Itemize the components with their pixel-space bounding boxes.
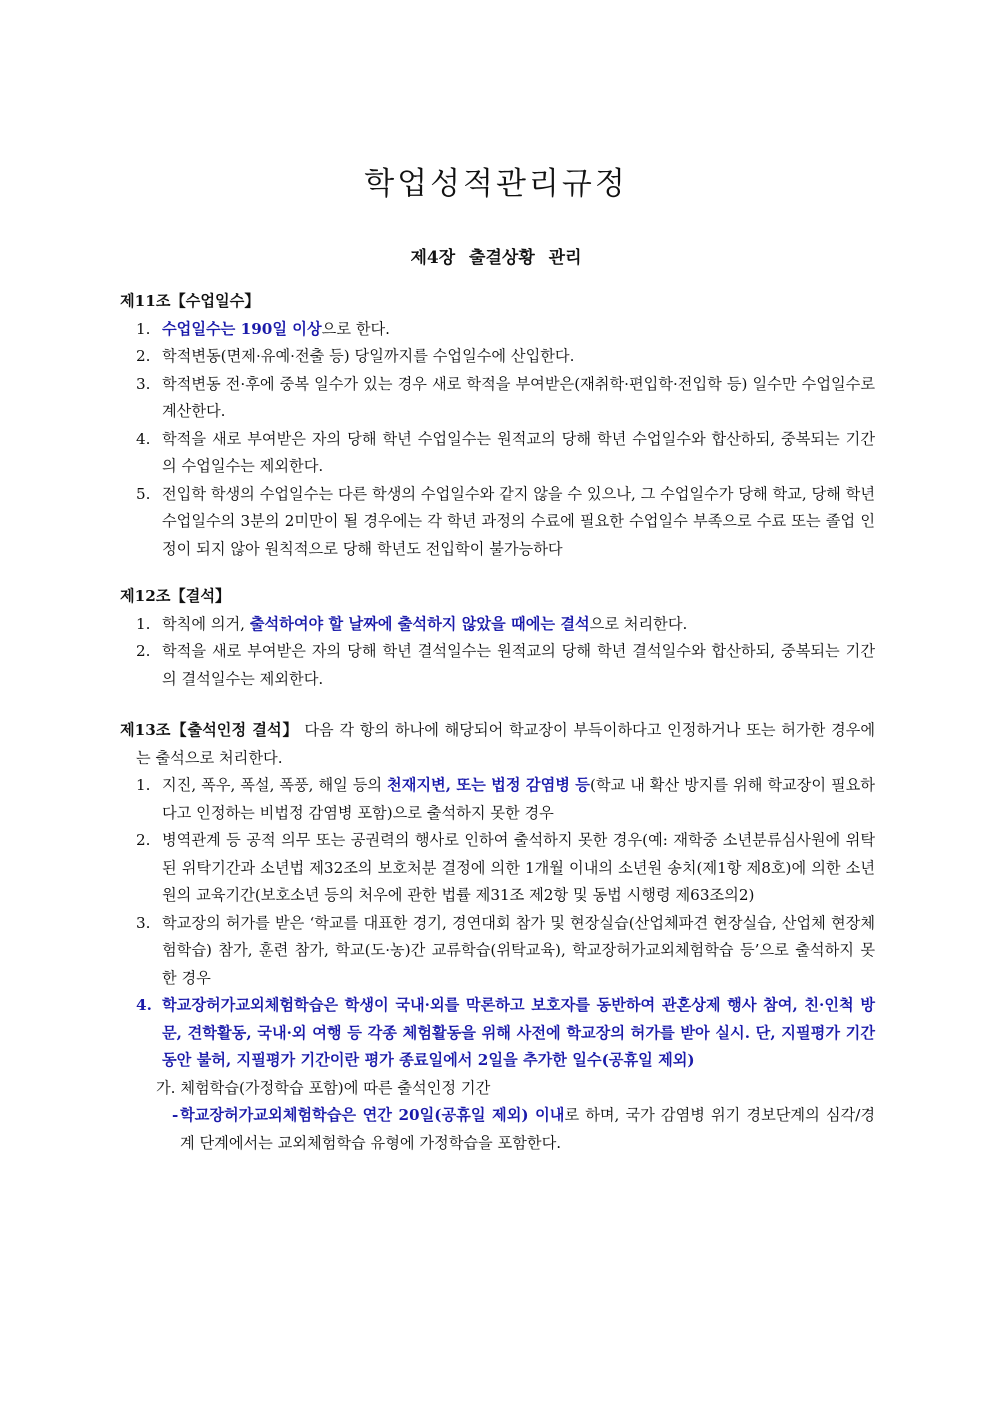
- list-item: [120, 481, 875, 564]
- article-intro: 다음 각 항의 하나에 해당되어 학교장이 부득이하다고 인정하거나 또는 허가한 경우에는 출석으로 처리한다.: [136, 721, 875, 767]
- item-number: 2.: [136, 642, 151, 660]
- item-text: 으로 한다.: [321, 319, 390, 338]
- item-text: 학적을 새로 부여받은 자의 당해 학년 수업일수는 원적교의 당해 학년 수업일수와 합산하되, 중복되는 기간의 수업일수는 제외한다.: [162, 429, 875, 475]
- highlighted-text: 학교장허가교외체험학습은 학생이 국내·외를 막론하고 보호자를 동반하여 관혼상제 행사 참여, 친·인척 방문, 견학활동, 국내·외 여행 등 각종 체험활동을 위해 사전에 학교장의 허가를 받아 실시. 단, 지필평가 기간 동안 불허, 지필평가 기간이란 평가 종료일에서 2일을 추가한 일수(공휴일 제외): [162, 996, 875, 1069]
- item-text: 로 하며, 국가 감염병 위기 경보단계의 심각/경계 단계에서는 교외체험학습 유형에 가정학습을 포함한다.: [180, 1106, 875, 1152]
- item-number: 1.: [136, 614, 151, 633]
- sub-item-detail: [120, 1102, 875, 1157]
- document-body: [120, 288, 875, 1157]
- list-item: [120, 343, 875, 371]
- highlighted-text: 수업일수는 190일 이상: [162, 319, 322, 338]
- item-text: 병역관계 등 공적 의무 또는 공권력의 행사로 인하여 출석하지 못한 경우(예: 재학중 소년분류심사원에 위탁된 위탁기간과 소년법 제32조의 보호처분 결정에 의한 1개월 이내의 소년원 송치(제1항 제8호)에 의한 소년원의 교육기간(보호소년 등의 처우에 관한 법률 제31조 제2항 및 동법 시행령 제63조의2): [162, 831, 875, 904]
- article-heading: 제11조【수업일수】: [120, 292, 260, 310]
- list-item: [120, 316, 875, 344]
- list-item: [120, 992, 875, 1075]
- sub-item-label: 가. 체험학습(가정학습 포함)에 따른 출석인정 기간: [156, 1078, 491, 1097]
- item-number: 4.: [136, 996, 152, 1014]
- highlighted-text: 천재지변, 또는 법정 감염병 등: [387, 776, 590, 794]
- article-heading-with-intro: [120, 717, 875, 772]
- document-title: 학업성적관리규정: [364, 166, 628, 202]
- chapter-title: 제4장 출결상황 관리: [410, 248, 582, 268]
- item-text: 학적변동 전·후에 중복 일수가 있는 경우 새로 학적을 부여받은(재취학·편입학·전입학 등) 일수만 수업일수로 계산한다.: [162, 374, 875, 420]
- item-number: 1.: [136, 319, 151, 338]
- item-text: 학적변동(면제·유예·전출 등) 당일까지를 수업일수에 산입한다.: [162, 347, 575, 365]
- highlighted-text: 출석하여야 할 날짜에 출석하지 않았을 때에는 결석: [249, 614, 590, 633]
- highlighted-text: 학교장허가교외체험학습은 연간 20일(공휴일 제외) 이내: [180, 1106, 565, 1124]
- list-item: [120, 611, 875, 639]
- item-number: 3.: [136, 374, 151, 393]
- list-item: [120, 910, 875, 993]
- item-text: 으로 처리한다.: [589, 614, 688, 633]
- item-number: 1.: [136, 776, 151, 794]
- list-item: [120, 426, 875, 481]
- article-items: [120, 772, 875, 1075]
- item-text: 학칙에 의거,: [162, 614, 250, 633]
- list-item: [120, 827, 875, 910]
- article-items: [120, 316, 875, 564]
- item-number: 2.: [136, 831, 151, 849]
- item-text: 학적을 새로 부여받은 자의 당해 학년 결석일수는 원적교의 당해 학년 결석일수와 합산하되, 중복되는 기간의 결석일수는 제외한다.: [162, 642, 875, 688]
- article-13: [120, 717, 875, 1157]
- dash-bullet: -: [172, 1106, 179, 1124]
- item-text: 학교장의 허가를 받은 ‘학교를 대표한 경기, 경연대회 참가 및 현장실습(산업체파견 현장실습, 산업체 현장체험학습) 참가, 훈련 참가, 학교(도·농)간 교류학습(위탁교육), 학교장허가교외체험학습 등’으로 출석하지 못한 경우: [162, 913, 875, 987]
- item-number: 4.: [136, 429, 151, 448]
- list-item: [120, 772, 875, 827]
- item-number: 3.: [136, 913, 151, 932]
- list-item: [120, 371, 875, 426]
- item-text: 전입학 학생의 수업일수는 다른 학생의 수업일수와 같지 않을 수 있으나, 그 수업일수가 당해 학교, 당해 학년 수업일수의 3분의 2미만이 될 경우에는 각 학년 과정의 수료에 필요한 수업일수 부족으로 수료 또는 졸업 인정이 되지 않아 원칙적으로 당해 학년도 전입학이 불가능하다: [162, 484, 875, 558]
- article-11: [120, 288, 875, 563]
- item-number: 5.: [136, 484, 151, 503]
- article-heading: 제12조【결석】: [120, 587, 231, 605]
- item-number: 2.: [136, 347, 151, 365]
- item-text: 지진, 폭우, 폭설, 폭풍, 해일 등의: [162, 776, 388, 794]
- article-items: [120, 611, 875, 694]
- list-item: [120, 638, 875, 693]
- item-text: (학교 내 확산 방지를 위해 학교장이 필요하다고 인정하는 비법정 감염병 포함)으로 출석하지 못한 경우: [162, 776, 875, 822]
- article-heading: 제13조【출석인정 결석】: [120, 721, 299, 739]
- article-12: [120, 583, 875, 693]
